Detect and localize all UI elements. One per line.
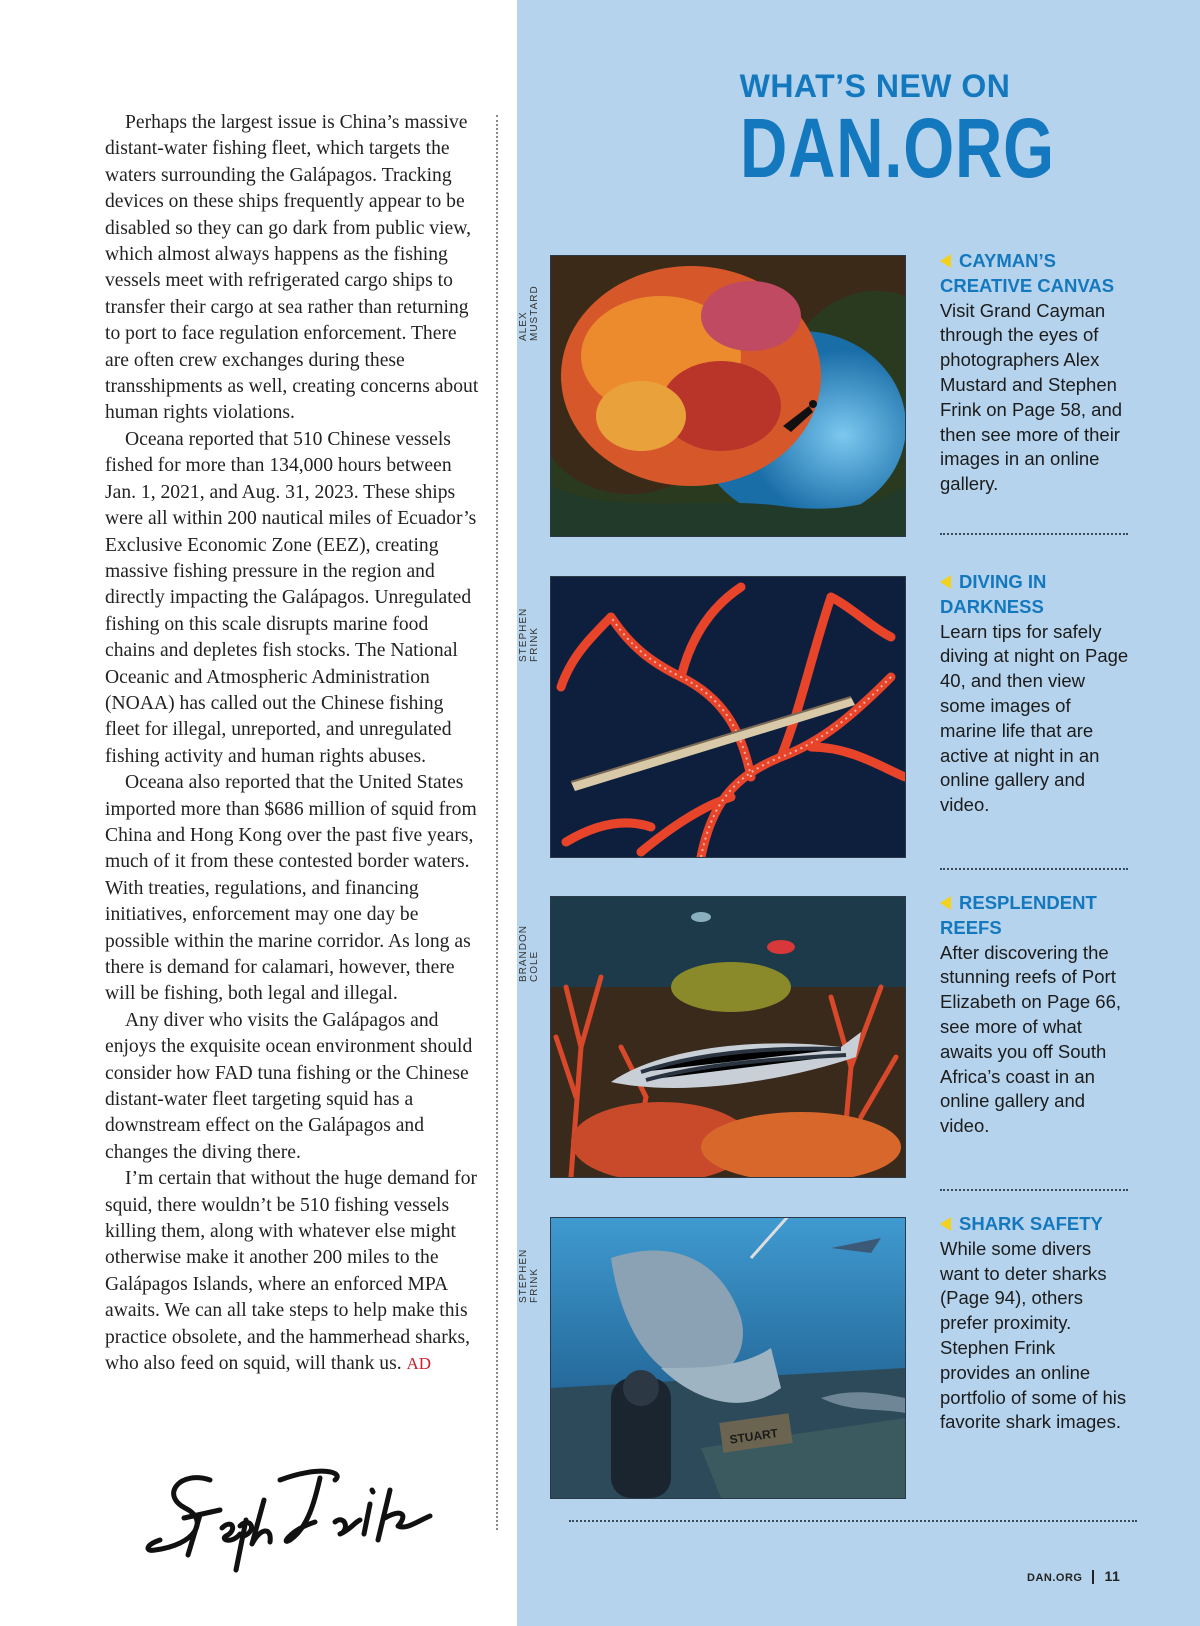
arrow-icon [940, 254, 951, 268]
news-item-title[interactable]: CAYMAN’S CREATIVE CANVAS [940, 250, 1115, 296]
footer-separator [1092, 1570, 1094, 1584]
article-column [105, 110, 480, 1378]
news-item-title[interactable]: DIVING IN DARKNESS [940, 571, 1047, 617]
item-divider [940, 533, 1128, 535]
photo-credit: STEPHEN FRINK [518, 607, 540, 662]
photo-credit: ALEX MUSTARD [518, 285, 540, 341]
photo-shark-diver[interactable] [550, 1217, 906, 1499]
end-mark: AD [406, 1354, 432, 1374]
page-number: 11 [1104, 1568, 1121, 1584]
article-paragraph: Oceana also reported that the United States imported more than $686 million of squid from China and Hong Kong over the past five years, much of it from these contested border waters. With treaties, regulations, and financing initiatives, enforcement may one day be possible within the marine corridor. As long as there is demand for calamari, however, there will be fishing, both legal and illegal. [105, 772, 477, 1005]
panel-header-kicker: WHAT’S NEW ON [739, 68, 1011, 104]
article-paragraph: Perhaps the largest issue is China’s massive distant-water fishing fleet, which targets the waters surrounding the Galápagos. Tracking devices on these ships frequently appear to be disabled so they can go dark from public view, which almost always happens as the fishing vessels meet with refrigerated cargo ships to transfer their cargo at sea rather than returning to port to face regulation enforcement. There are often crew exchanges during these transshipments as well, creating concerns about human rights violations. [105, 112, 479, 424]
photo-cayman-cave-diver[interactable] [550, 255, 906, 537]
footer-site[interactable]: DAN.ORG [1027, 1572, 1083, 1584]
whats-new-panel [517, 0, 1200, 1626]
page-footer [1027, 1568, 1120, 1584]
article-paragraph: Oceana reported that 510 Chinese vessels fished for more than 134,000 hours between Jan. 1, 2021, and Aug. 31, 2023. These ships were all within 200 nautical miles of Ecuador’s Exclusive Economic Zone (EEZ), creating massive fishing pressure in the region and directly impacting the Galápagos. Unregulated fishing on this scale disrupts marine food chains and depletes fish stocks. The National Oceanic and Atmospheric Administration (NOAA) has called out the Chinese fishing fleet for illegal, unreported, and unregulated fishing activity and human rights abuses. [105, 428, 477, 767]
news-item-body: After discovering the stunning reefs of Port Elizabeth on Page 66, see more of what awaits you off South Africa’s coast in an online gallery and video. [940, 941, 1122, 1137]
author-signature [140, 1460, 460, 1580]
news-item-2 [940, 570, 1130, 818]
news-item-title[interactable]: SHARK SAFETY [940, 1212, 1130, 1237]
item-divider [940, 868, 1128, 870]
panel-header-title: DAN.ORG [740, 101, 1055, 195]
arrow-icon [940, 896, 951, 910]
news-item-title[interactable]: RESPLENDENT REEFS [940, 892, 1097, 938]
article-paragraph [105, 1166, 480, 1377]
news-item-body: While some divers want to deter sharks (Page 94), others prefer proximity. Stephen Frink provides an online portfolio of some of his favorite shark images. [940, 1237, 1127, 1433]
photo-credit: STEPHEN FRINK [518, 1248, 540, 1303]
shark-sign-text: STUART [728, 1426, 779, 1447]
column-divider [496, 115, 498, 1530]
news-item-4 [940, 1212, 1130, 1435]
item-divider [940, 1189, 1128, 1191]
arrow-icon [940, 1217, 951, 1231]
panel-bottom-divider [569, 1520, 1137, 1522]
photo-night-trumpetfish[interactable] [550, 576, 906, 858]
arrow-icon [940, 575, 951, 589]
news-item-3 [940, 891, 1130, 1139]
article-paragraph-text: I’m certain that without the huge demand for squid, there wouldn’t be 510 fishing vessels killing them, along with whatever else might otherwise make it another 200 miles to the Galápagos Islands, where an enforced MPA awaits. We can all take steps to help make this practice obsolete, and the hammerhead sharks, who also feed on squid, will thank us. [105, 1168, 478, 1375]
photo-south-africa-reef-shark[interactable] [550, 896, 906, 1178]
news-item-body: Visit Grand Cayman through the eyes of photographers Alex Mustard and Stephen Frink on Page 58, and then see more of their images in an online gallery. [940, 299, 1123, 495]
article-paragraph: Any diver who visits the Galápagos and enjoys the exquisite ocean environment should consider how FAD tuna fishing or the Chinese distant-water fleet targeting squid has a downstream effect on the Galápagos and changes the diving there. [105, 1009, 473, 1163]
news-item-body: Learn tips for safely diving at night on Page 40, and then view some images of marine life that are active at night in an online gallery and video. [940, 620, 1129, 816]
news-item-1 [940, 249, 1130, 497]
photo-credit: BRANDON COLE [518, 924, 540, 982]
